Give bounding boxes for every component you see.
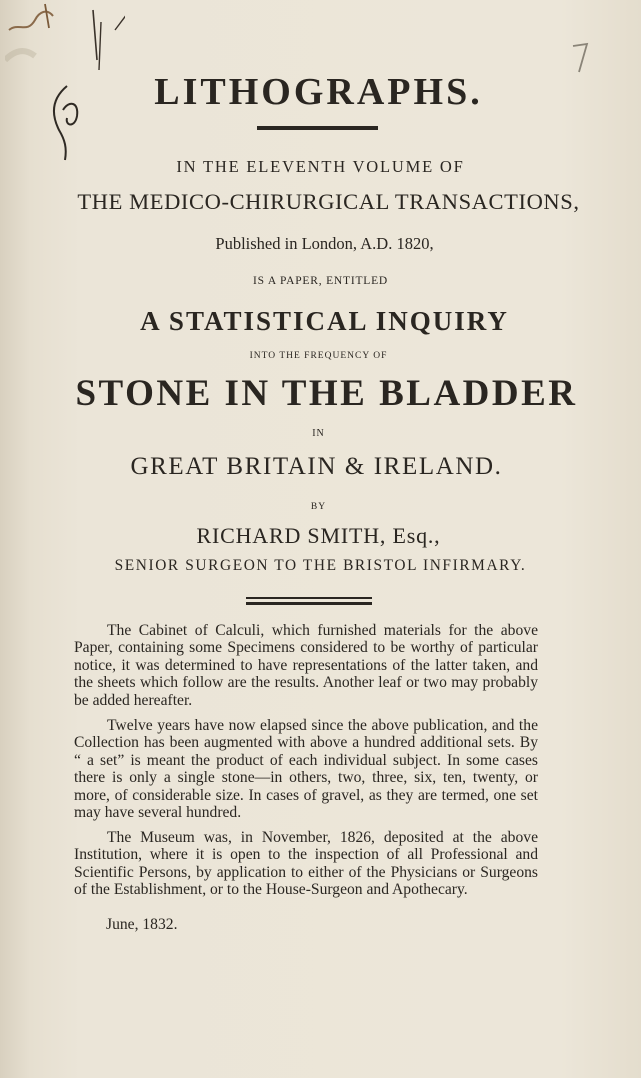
paper-title-line-4: IN (312, 428, 325, 439)
author-role: SENIOR SURGEON TO THE BRISTOL INFIRMARY. (114, 557, 527, 574)
by-line: BY (310, 502, 327, 512)
title-rule (257, 126, 378, 130)
paper-title-line-5: GREAT BRITAIN & IRELAND. (130, 453, 503, 480)
paragraph-2 (74, 717, 538, 821)
paragraph-text: The Cabinet of Calculi, which furnished materials for the above Paper, containing some Specimens considered to be worthy of particular notice, it was determined to have representations of the latter taken, and the sheets which follow are the results. Another leaf or two may probably be added hereafter. (74, 622, 538, 709)
paper-title-line-1: A STATISTICAL INQUIRY (140, 306, 509, 336)
journal-name: THE MEDICO-CHIRURGICAL TRANSACTIONS, (77, 189, 580, 214)
document-title: LITHOGRAPHS. (154, 71, 483, 113)
paragraph-3 (74, 829, 538, 899)
intro-line: IN THE ELEVENTH VOLUME OF (176, 157, 465, 176)
paragraph-text: Twelve years have now elapsed since the above publication, and the Collection has been augmented with above a hundred additional sets. By “ a set” is meant the product of each individual subject. In some cases there is only a single stone—in others, two, three, six, ten, twenty, or more, of considerable size. In cases of gravel, as they are termed, one set may have several hundred. (74, 717, 538, 822)
divider-rule-top (246, 597, 372, 599)
divider-rule-bottom (246, 602, 372, 605)
publication-line: Published in London, A.D. 1820, (215, 234, 434, 253)
paper-title-line-2: INTO THE FREQUENCY OF (249, 351, 388, 361)
paper-intro: IS A PAPER, ENTITLED (252, 275, 389, 287)
author-name: RICHARD SMITH, Esq., (196, 523, 441, 548)
date-line: June, 1832. (106, 916, 178, 933)
paragraph-text: The Museum was, in November, 1826, deposited at the above Institution, where it is open to the inspection of all Professional and Scientific Persons, by application to either of the Physicians or Surgeons of the Establishment, or to the House-Surgeon and Apothecary. (74, 829, 538, 899)
paper-title-line-3: STONE IN THE BLADDER (75, 373, 578, 414)
paragraph-1 (74, 622, 538, 709)
